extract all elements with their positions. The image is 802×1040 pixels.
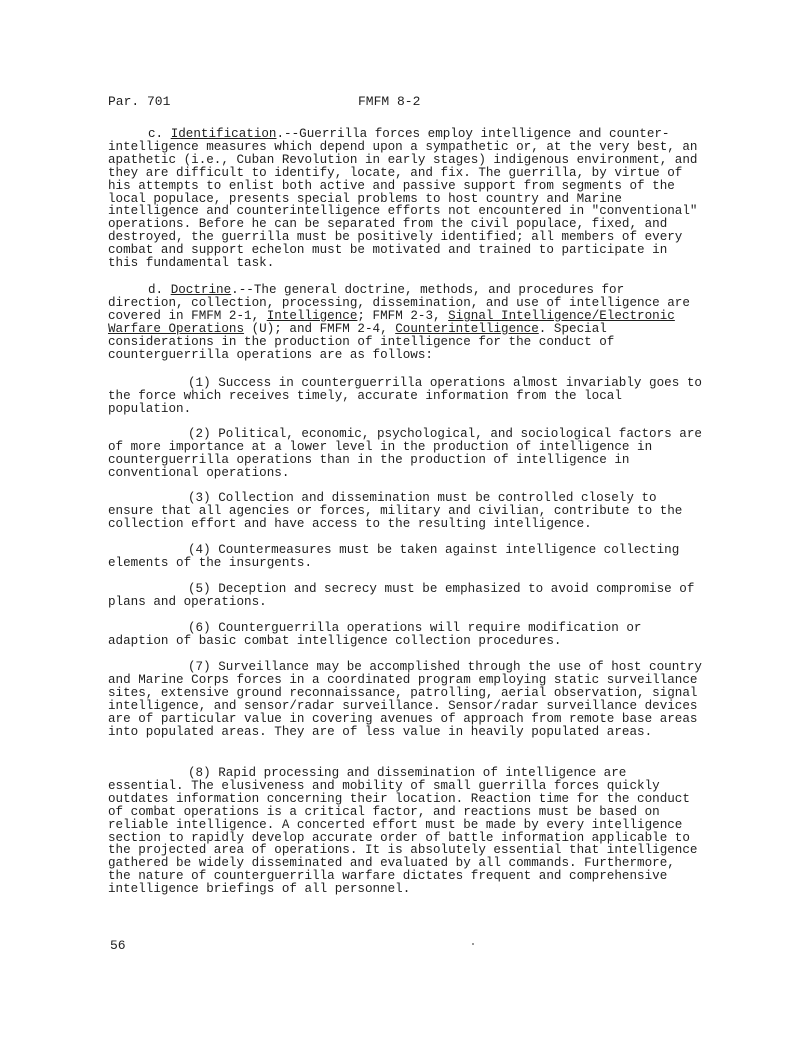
paragraph-title: Identification — [170, 127, 277, 141]
scan-speck — [472, 943, 474, 945]
paragraph-label: c. — [148, 127, 164, 141]
item-text: Surveillance may be accomplished through the use of host country and Marine Corps forces in a coordinated program employing static surveillance sites, extensive ground reconnaissance, patrolling, aerial observation, signal intelligence, and sensor/radar surveillance. Sensor/radar surveillance devices are of particular value in covering avenues of approach from remote base areas into populated areas. They are of less value in heavily populated areas. — [108, 660, 702, 739]
paragraph-body: . Special considerations in the production of intelligence for the conduct of counterguerrilla operations are as follows: — [108, 321, 615, 362]
list-item — [108, 622, 704, 648]
manual-title: FMFM 8-2 — [358, 94, 421, 109]
list-item — [108, 428, 704, 480]
item-number: (8) — [188, 766, 211, 780]
item-text: Countermeasures must be taken against intelligence collecting elements of the insurgents. — [108, 543, 680, 570]
paragraph-body: .--Guerrilla forces employ intelligence and counter-intelligence measures which depend upon a sympathetic or, at the very best, an apathetic (i.e., Cuban Revolution in early stages) indigenous environment, and they are difficult to identify, locate, and fix. The guerrilla, by virtue of his attempts to enlist both active and passive support from segments of the local populace, presents special problems to host country and Marine intelligence and counterintelligence efforts not encountered in "conventional" operations. Before he can be separated from the civil populace, fixed, and destroyed, the guerrilla must be positively identified; all members of every combat and support echelon must be motivated and trained to participate in this fundamental task. — [108, 127, 698, 271]
list-item — [108, 767, 704, 896]
paragraph-label: d. — [148, 283, 164, 297]
paragraph-identification — [108, 128, 704, 270]
item-number: (4) — [188, 543, 211, 557]
reference-signal-intelligence: Signal Intelligence/Electronic Warfare Operations — [108, 308, 675, 336]
item-text: Success in counterguerrilla operations almost invariably goes to the force which receives timely, accurate information from the local population. — [108, 376, 702, 416]
paragraph-reference: Par. 701 — [108, 94, 171, 109]
item-text: Rapid processing and dissemination of intelligence are essential. The elusiveness and mobility of small guerrilla forces quickly outdates information concerning their location. Reaction time for the conduct of combat operations is a critical factor, and reactions must be based on reliable intelligence. A concerted effort must be made by every intelligence section to rapidly develop accurate order of battle information applicable to the projected area of operations. It is absolutely essential that intelligence gathered be widely disseminated and evaluated by all commands. Furthermore, the nature of counterguerrilla warfare dictates frequent and comprehensive intelligence briefings of all personnel. — [108, 766, 698, 897]
item-number: (1) — [188, 376, 211, 390]
item-number: (5) — [188, 582, 211, 596]
paragraph-doctrine — [108, 284, 704, 361]
list-item — [108, 544, 704, 570]
paragraph-body: (U); and FMFM 2-4, — [244, 321, 396, 336]
item-text: Collection and dissemination must be controlled closely to ensure that all agencies or forces, military and civilian, contribute to the collection effort and have access to the resulting intelligence. — [108, 491, 683, 531]
item-text: Counterguerrilla operations will require modification or adaption of basic combat intelligence collection procedures. — [108, 621, 642, 648]
reference-counterintelligence: Counterintelligence — [395, 321, 539, 336]
item-number: (7) — [188, 660, 211, 674]
list-item — [108, 492, 704, 531]
paragraph-title: Doctrine — [170, 283, 232, 297]
page-number: 56 — [110, 938, 126, 953]
reference-intelligence: Intelligence — [266, 308, 358, 323]
item-text: Political, economic, psychological, and sociological factors are of more importance at a lower level in the production of intelligence in counterguerrilla operations than in the production of intelligence in conventional operations. — [108, 427, 702, 480]
paragraph-body: ; FMFM 2-3, — [357, 308, 449, 323]
item-number: (6) — [188, 621, 211, 635]
item-number: (2) — [188, 427, 211, 441]
list-item — [108, 661, 704, 738]
item-number: (3) — [188, 491, 211, 505]
item-text: Deception and secrecy must be emphasized to avoid compromise of plans and operations. — [108, 582, 695, 609]
list-item — [108, 583, 704, 609]
paragraph-body: .--The general doctrine, methods, and procedures for direction, collection, processing, dissemination, and use of intelligence are covered in FMFM 2-1, — [108, 283, 690, 323]
list-item — [108, 377, 704, 416]
